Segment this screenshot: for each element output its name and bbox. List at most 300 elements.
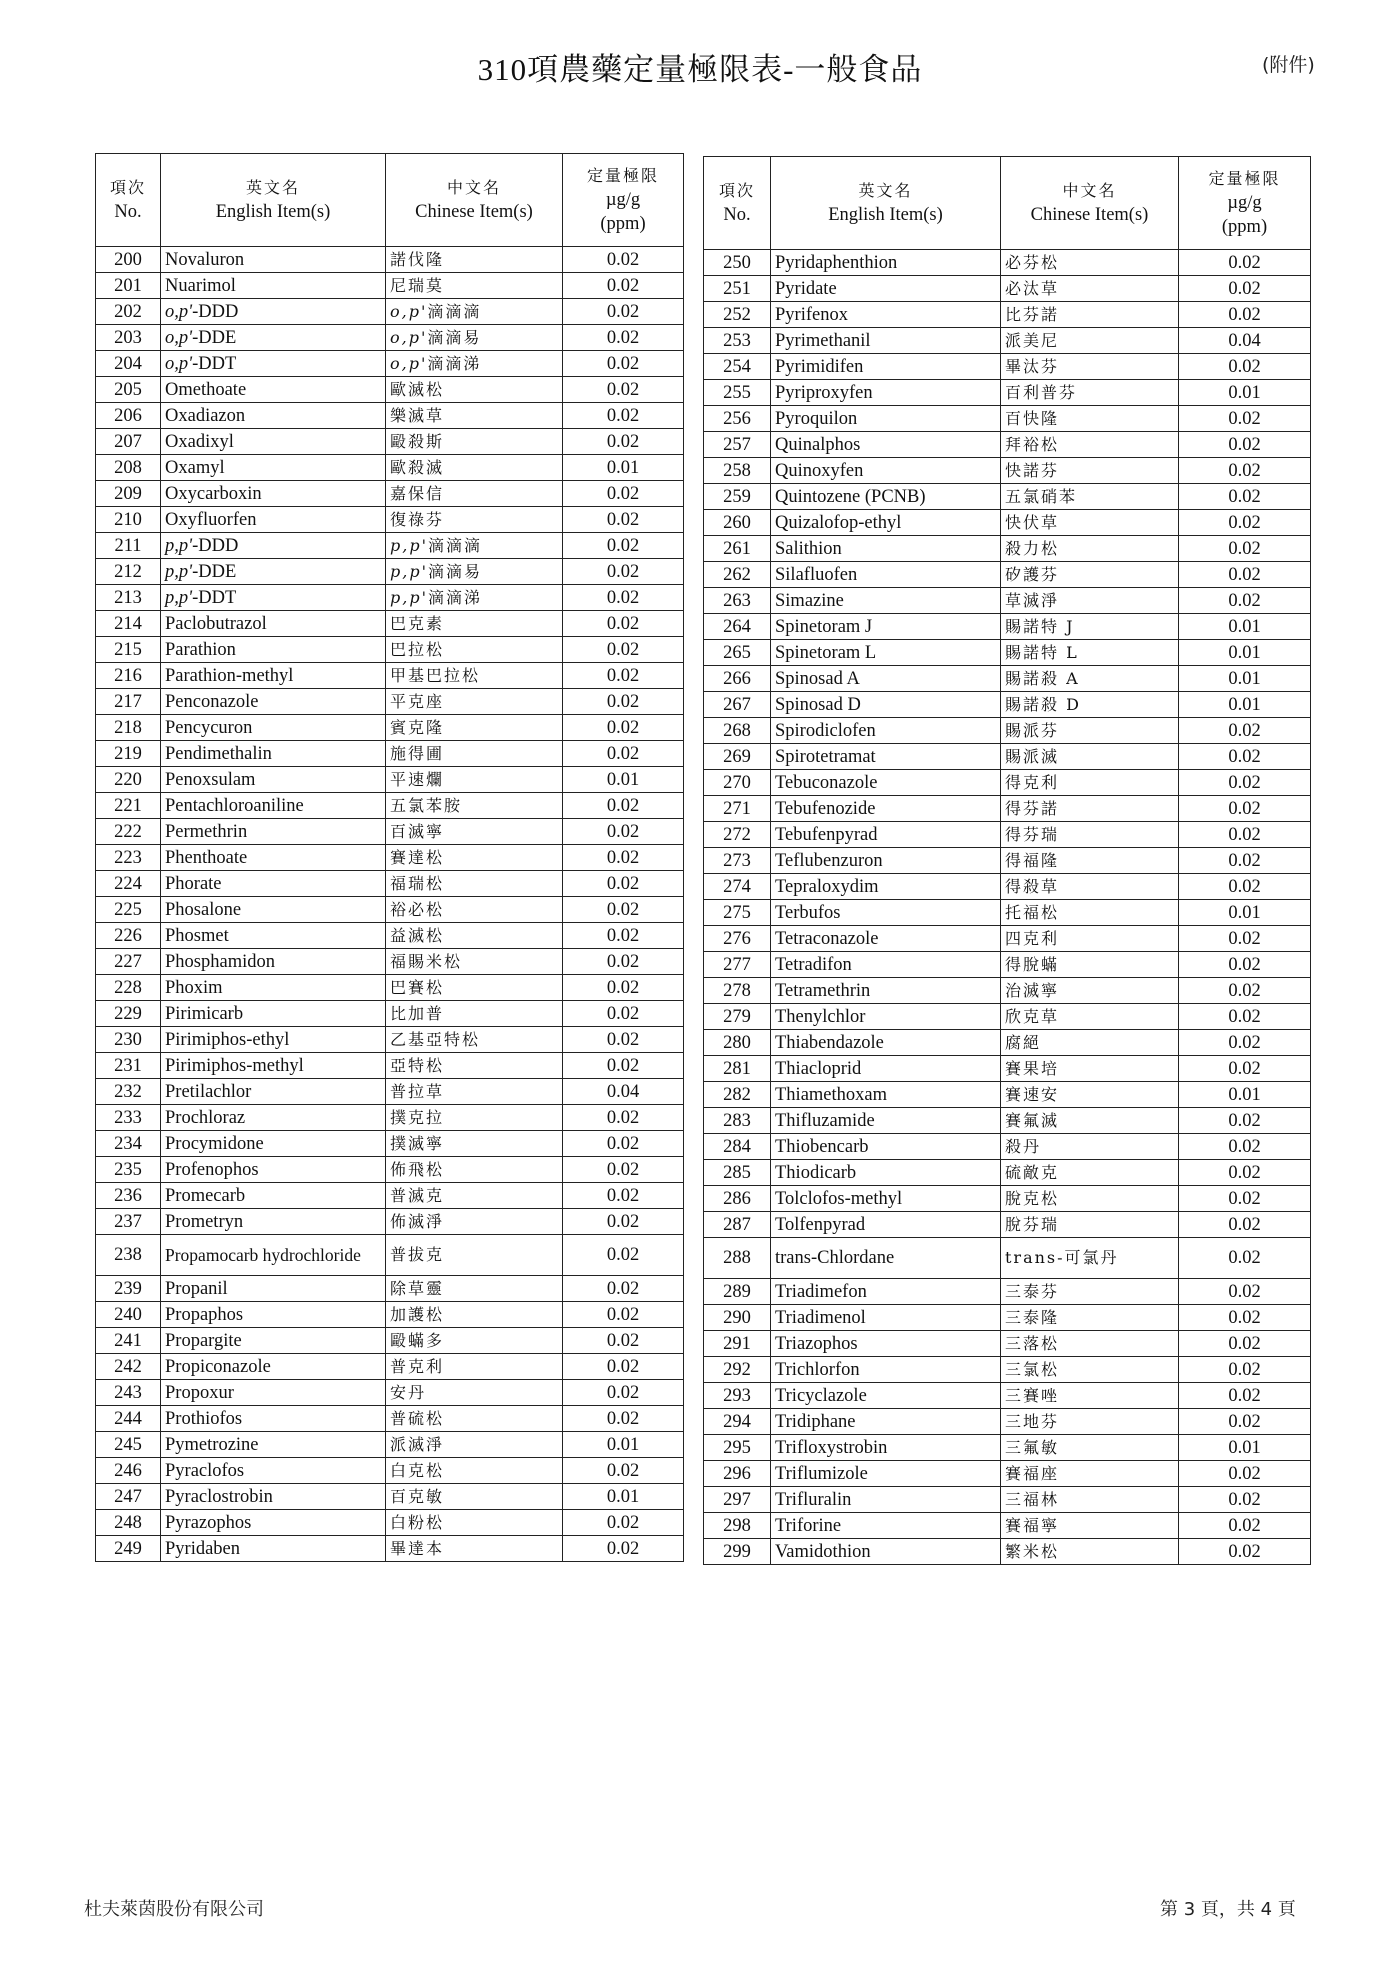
cell-chinese-name: 脫克松 bbox=[1001, 1186, 1179, 1212]
cell-loq-value: 0.02 bbox=[563, 1380, 684, 1406]
cell-chinese-name: 三氟敏 bbox=[1001, 1435, 1179, 1461]
cell-loq-value: 0.02 bbox=[563, 1027, 684, 1053]
cell-no: 214 bbox=[96, 611, 161, 637]
cell-chinese-name: 普克利 bbox=[386, 1354, 563, 1380]
cell-no: 245 bbox=[96, 1432, 161, 1458]
cell-english-name: Spirotetramat bbox=[771, 744, 1001, 770]
cell-chinese-name: 巴賽松 bbox=[386, 975, 563, 1001]
cell-no: 253 bbox=[704, 328, 771, 354]
cell-chinese-name: 腐絕 bbox=[1001, 1030, 1179, 1056]
cell-no: 265 bbox=[704, 640, 771, 666]
annex-label: (附件) bbox=[1262, 54, 1315, 76]
cell-english-name: Spinetoram L bbox=[771, 640, 1001, 666]
cell-loq-value: 0.01 bbox=[563, 767, 684, 793]
cell-english-name: Thiacloprid bbox=[771, 1056, 1001, 1082]
cell-no: 257 bbox=[704, 432, 771, 458]
cell-no: 278 bbox=[704, 978, 771, 1004]
cell-chinese-name: 得克利 bbox=[1001, 770, 1179, 796]
cell-english-name: Quinoxyfen bbox=[771, 458, 1001, 484]
cell-chinese-name: 賽氟滅 bbox=[1001, 1108, 1179, 1134]
cell-loq-value: 0.02 bbox=[1179, 952, 1311, 978]
cell-no: 233 bbox=[96, 1105, 161, 1131]
cell-english-name: Phorate bbox=[161, 871, 386, 897]
cell-no: 280 bbox=[704, 1030, 771, 1056]
loq-table-right bbox=[703, 156, 1311, 1565]
cell-english-name: Spinetoram J bbox=[771, 614, 1001, 640]
table-row bbox=[704, 354, 1311, 380]
cell-english-name: Quintozene (PCNB) bbox=[771, 484, 1001, 510]
cell-english-name: Oxadixyl bbox=[161, 429, 386, 455]
cell-english-name: o,p'-DDD bbox=[161, 299, 386, 325]
cell-english-name: Phosalone bbox=[161, 897, 386, 923]
table-row bbox=[96, 845, 684, 871]
cell-chinese-name: 毆殺斯 bbox=[386, 429, 563, 455]
table-row bbox=[704, 276, 1311, 302]
cell-chinese-name: 脫芬瑞 bbox=[1001, 1212, 1179, 1238]
cell-english-name: Terbufos bbox=[771, 900, 1001, 926]
cell-loq-value: 0.02 bbox=[563, 1001, 684, 1027]
cell-chinese-name: 嘉保信 bbox=[386, 481, 563, 507]
table-row bbox=[704, 1513, 1311, 1539]
cell-no: 224 bbox=[96, 871, 161, 897]
cell-chinese-name: 三福林 bbox=[1001, 1487, 1179, 1513]
table-row bbox=[704, 302, 1311, 328]
table-row bbox=[96, 741, 684, 767]
cell-no: 263 bbox=[704, 588, 771, 614]
cell-chinese-name: 撲克拉 bbox=[386, 1105, 563, 1131]
cell-chinese-name: 繁米松 bbox=[1001, 1539, 1179, 1565]
cell-english-name: Pyridaphenthion bbox=[771, 250, 1001, 276]
cell-no: 283 bbox=[704, 1108, 771, 1134]
cell-chinese-name: 三地芬 bbox=[1001, 1409, 1179, 1435]
company-name: 杜夫萊茵股份有限公司 bbox=[84, 1899, 264, 1920]
cell-loq-value: 0.02 bbox=[1179, 718, 1311, 744]
cell-loq-value: 0.02 bbox=[1179, 1279, 1311, 1305]
cell-english-name: Permethrin bbox=[161, 819, 386, 845]
cell-loq-value: 0.04 bbox=[1179, 328, 1311, 354]
cell-english-name: Tetramethrin bbox=[771, 978, 1001, 1004]
cell-loq-value: 0.02 bbox=[1179, 848, 1311, 874]
cell-no: 292 bbox=[704, 1357, 771, 1383]
cell-no: 273 bbox=[704, 848, 771, 874]
cell-no: 298 bbox=[704, 1513, 771, 1539]
cell-english-name: Pyrimidifen bbox=[771, 354, 1001, 380]
cell-english-name: Pirimiphos-methyl bbox=[161, 1053, 386, 1079]
cell-loq-value: 0.02 bbox=[563, 1209, 684, 1235]
cell-chinese-name: 比加普 bbox=[386, 1001, 563, 1027]
table-row bbox=[96, 871, 684, 897]
cell-english-name: Spinosad A bbox=[771, 666, 1001, 692]
table-row bbox=[96, 559, 684, 585]
cell-chinese-name: 巴拉松 bbox=[386, 637, 563, 663]
cell-english-name: Tebuconazole bbox=[771, 770, 1001, 796]
cell-loq-value: 0.02 bbox=[563, 741, 684, 767]
cell-chinese-name: 殺力松 bbox=[1001, 536, 1179, 562]
cell-chinese-name: 賜諾特 L bbox=[1001, 640, 1179, 666]
cell-chinese-name: 安丹 bbox=[386, 1380, 563, 1406]
cell-chinese-name: 拜裕松 bbox=[1001, 432, 1179, 458]
cell-english-name: Pyridate bbox=[771, 276, 1001, 302]
cell-english-name: Quinalphos bbox=[771, 432, 1001, 458]
table-row bbox=[704, 380, 1311, 406]
cell-chinese-name: p,p'滴滴涕 bbox=[386, 585, 563, 611]
cell-chinese-name: 殺丹 bbox=[1001, 1134, 1179, 1160]
cell-no: 264 bbox=[704, 614, 771, 640]
table-row bbox=[704, 1331, 1311, 1357]
cell-no: 290 bbox=[704, 1305, 771, 1331]
cell-loq-value: 0.02 bbox=[563, 637, 684, 663]
cell-no: 211 bbox=[96, 533, 161, 559]
table-row bbox=[96, 689, 684, 715]
cell-loq-value: 0.02 bbox=[1179, 1134, 1311, 1160]
cell-chinese-name: 派美尼 bbox=[1001, 328, 1179, 354]
cell-no: 247 bbox=[96, 1484, 161, 1510]
table-row bbox=[96, 1302, 684, 1328]
cell-chinese-name: 得殺草 bbox=[1001, 874, 1179, 900]
table-row bbox=[704, 588, 1311, 614]
header-loq: 定量極限 µg/g (ppm) bbox=[1179, 157, 1311, 250]
cell-loq-value: 0.02 bbox=[563, 949, 684, 975]
cell-chinese-name: 白粉松 bbox=[386, 1510, 563, 1536]
cell-chinese-name: 尼瑞莫 bbox=[386, 273, 563, 299]
cell-loq-value: 0.02 bbox=[563, 1053, 684, 1079]
cell-loq-value: 0.01 bbox=[1179, 614, 1311, 640]
cell-loq-value: 0.02 bbox=[1179, 1461, 1311, 1487]
cell-chinese-name: 賜派芬 bbox=[1001, 718, 1179, 744]
table-row bbox=[96, 377, 684, 403]
cell-loq-value: 0.02 bbox=[563, 1157, 684, 1183]
cell-english-name: Pentachloroaniline bbox=[161, 793, 386, 819]
cell-loq-value: 0.01 bbox=[1179, 380, 1311, 406]
cell-chinese-name: 巴克素 bbox=[386, 611, 563, 637]
cell-loq-value: 0.02 bbox=[1179, 1305, 1311, 1331]
cell-no: 223 bbox=[96, 845, 161, 871]
cell-english-name: Prometryn bbox=[161, 1209, 386, 1235]
cell-loq-value: 0.01 bbox=[563, 1484, 684, 1510]
cell-english-name: p,p'-DDT bbox=[161, 585, 386, 611]
cell-english-name: Thenylchlor bbox=[771, 1004, 1001, 1030]
table-row bbox=[704, 458, 1311, 484]
cell-no: 201 bbox=[96, 273, 161, 299]
cell-loq-value: 0.02 bbox=[563, 871, 684, 897]
cell-chinese-name: 草滅淨 bbox=[1001, 588, 1179, 614]
cell-no: 276 bbox=[704, 926, 771, 952]
cell-english-name: Pendimethalin bbox=[161, 741, 386, 767]
cell-loq-value: 0.01 bbox=[1179, 1435, 1311, 1461]
cell-loq-value: 0.02 bbox=[563, 403, 684, 429]
cell-chinese-name: o,p'滴滴滴 bbox=[386, 299, 563, 325]
table-row bbox=[96, 1380, 684, 1406]
cell-english-name: Phenthoate bbox=[161, 845, 386, 871]
cell-english-name: Teflubenzuron bbox=[771, 848, 1001, 874]
table-row bbox=[96, 949, 684, 975]
cell-chinese-name: 硫敵克 bbox=[1001, 1160, 1179, 1186]
table-row bbox=[704, 1030, 1311, 1056]
cell-english-name: Penoxsulam bbox=[161, 767, 386, 793]
cell-no: 274 bbox=[704, 874, 771, 900]
table-row bbox=[96, 299, 684, 325]
table-row bbox=[704, 1004, 1311, 1030]
cell-no: 230 bbox=[96, 1027, 161, 1053]
cell-english-name: Tricyclazole bbox=[771, 1383, 1001, 1409]
cell-chinese-name: 甲基巴拉松 bbox=[386, 663, 563, 689]
cell-no: 277 bbox=[704, 952, 771, 978]
cell-no: 231 bbox=[96, 1053, 161, 1079]
cell-chinese-name: 復祿芬 bbox=[386, 507, 563, 533]
table-row bbox=[704, 1539, 1311, 1565]
cell-chinese-name: 賽福座 bbox=[1001, 1461, 1179, 1487]
cell-no: 242 bbox=[96, 1354, 161, 1380]
header-no: 項次 No. bbox=[96, 154, 161, 247]
cell-loq-value: 0.02 bbox=[563, 793, 684, 819]
table-row bbox=[96, 507, 684, 533]
cell-loq-value: 0.02 bbox=[1179, 1357, 1311, 1383]
table-row bbox=[96, 1027, 684, 1053]
cell-no: 260 bbox=[704, 510, 771, 536]
cell-loq-value: 0.02 bbox=[563, 299, 684, 325]
cell-chinese-name: 賜諾殺 A bbox=[1001, 666, 1179, 692]
cell-no: 226 bbox=[96, 923, 161, 949]
table-row bbox=[704, 744, 1311, 770]
cell-loq-value: 0.02 bbox=[563, 481, 684, 507]
table-row bbox=[704, 510, 1311, 536]
cell-english-name: Pymetrozine bbox=[161, 1432, 386, 1458]
cell-loq-value: 0.02 bbox=[563, 533, 684, 559]
cell-no: 285 bbox=[704, 1160, 771, 1186]
cell-english-name: Pirimiphos-ethyl bbox=[161, 1027, 386, 1053]
cell-chinese-name: 賽福寧 bbox=[1001, 1513, 1179, 1539]
cell-english-name: Silafluofen bbox=[771, 562, 1001, 588]
cell-chinese-name: 得芬諾 bbox=[1001, 796, 1179, 822]
cell-english-name: Simazine bbox=[771, 588, 1001, 614]
cell-no: 258 bbox=[704, 458, 771, 484]
cell-no: 219 bbox=[96, 741, 161, 767]
cell-no: 271 bbox=[704, 796, 771, 822]
cell-chinese-name: 福賜米松 bbox=[386, 949, 563, 975]
cell-loq-value: 0.02 bbox=[1179, 1383, 1311, 1409]
table-row bbox=[96, 247, 684, 273]
cell-chinese-name: 三落松 bbox=[1001, 1331, 1179, 1357]
cell-chinese-name: 除草靈 bbox=[386, 1276, 563, 1302]
cell-no: 217 bbox=[96, 689, 161, 715]
cell-loq-value: 0.02 bbox=[1179, 770, 1311, 796]
cell-no: 232 bbox=[96, 1079, 161, 1105]
table-row bbox=[704, 1056, 1311, 1082]
cell-chinese-name: 白克松 bbox=[386, 1458, 563, 1484]
cell-no: 296 bbox=[704, 1461, 771, 1487]
cell-loq-value: 0.02 bbox=[1179, 458, 1311, 484]
cell-no: 236 bbox=[96, 1183, 161, 1209]
cell-loq-value: 0.02 bbox=[1179, 796, 1311, 822]
table-row bbox=[704, 926, 1311, 952]
cell-no: 227 bbox=[96, 949, 161, 975]
cell-english-name: Penconazole bbox=[161, 689, 386, 715]
loq-table-left bbox=[95, 153, 684, 1562]
cell-english-name: Pretilachlor bbox=[161, 1079, 386, 1105]
cell-english-name: Phoxim bbox=[161, 975, 386, 1001]
cell-loq-value: 0.02 bbox=[1179, 510, 1311, 536]
table-row bbox=[96, 325, 684, 351]
table-row bbox=[96, 1157, 684, 1183]
table-row bbox=[96, 1484, 684, 1510]
cell-english-name: Pyriproxyfen bbox=[771, 380, 1001, 406]
cell-no: 218 bbox=[96, 715, 161, 741]
table-row bbox=[704, 796, 1311, 822]
cell-english-name: Prochloraz bbox=[161, 1105, 386, 1131]
cell-no: 251 bbox=[704, 276, 771, 302]
cell-loq-value: 0.02 bbox=[1179, 1056, 1311, 1082]
cell-chinese-name: 賜派滅 bbox=[1001, 744, 1179, 770]
table-body-left bbox=[96, 247, 684, 1562]
cell-english-name: Propaphos bbox=[161, 1302, 386, 1328]
cell-loq-value: 0.01 bbox=[563, 455, 684, 481]
cell-loq-value: 0.02 bbox=[563, 247, 684, 273]
table-row bbox=[96, 1354, 684, 1380]
cell-english-name: Trifluralin bbox=[771, 1487, 1001, 1513]
cell-english-name: Novaluron bbox=[161, 247, 386, 273]
cell-english-name: Tetradifon bbox=[771, 952, 1001, 978]
cell-loq-value: 0.02 bbox=[563, 1131, 684, 1157]
table-row bbox=[704, 562, 1311, 588]
cell-no: 204 bbox=[96, 351, 161, 377]
cell-english-name: Pyrifenox bbox=[771, 302, 1001, 328]
table-row bbox=[704, 770, 1311, 796]
table-row bbox=[96, 1432, 684, 1458]
table-row bbox=[96, 455, 684, 481]
table-row bbox=[704, 1108, 1311, 1134]
table-row bbox=[96, 351, 684, 377]
cell-loq-value: 0.02 bbox=[1179, 432, 1311, 458]
cell-english-name: o,p'-DDE bbox=[161, 325, 386, 351]
cell-no: 259 bbox=[704, 484, 771, 510]
cell-english-name: Thifluzamide bbox=[771, 1108, 1001, 1134]
cell-no: 268 bbox=[704, 718, 771, 744]
table-row bbox=[96, 1105, 684, 1131]
table-row bbox=[704, 1212, 1311, 1238]
cell-no: 291 bbox=[704, 1331, 771, 1357]
cell-loq-value: 0.02 bbox=[563, 1183, 684, 1209]
cell-chinese-name: p,p'滴滴易 bbox=[386, 559, 563, 585]
cell-loq-value: 0.02 bbox=[563, 1302, 684, 1328]
cell-loq-value: 0.02 bbox=[1179, 744, 1311, 770]
cell-loq-value: 0.02 bbox=[1179, 874, 1311, 900]
header-english: 英文名 English Item(s) bbox=[771, 157, 1001, 250]
cell-chinese-name: 百克敏 bbox=[386, 1484, 563, 1510]
table-row bbox=[704, 1082, 1311, 1108]
cell-loq-value: 0.02 bbox=[1179, 1004, 1311, 1030]
cell-chinese-name: 平克座 bbox=[386, 689, 563, 715]
cell-loq-value: 0.02 bbox=[1179, 1160, 1311, 1186]
cell-english-name: Tetraconazole bbox=[771, 926, 1001, 952]
cell-no: 244 bbox=[96, 1406, 161, 1432]
cell-english-name: Propamocarb hydrochloride bbox=[161, 1235, 386, 1276]
cell-no: 287 bbox=[704, 1212, 771, 1238]
cell-chinese-name: 賓克隆 bbox=[386, 715, 563, 741]
table-row bbox=[96, 793, 684, 819]
cell-loq-value: 0.02 bbox=[563, 1328, 684, 1354]
cell-english-name: Propanil bbox=[161, 1276, 386, 1302]
cell-chinese-name: 歐殺滅 bbox=[386, 455, 563, 481]
cell-english-name: Phosmet bbox=[161, 923, 386, 949]
page-title: 310項農藥定量極限表-一般食品 bbox=[477, 52, 923, 87]
cell-english-name: Pencycuron bbox=[161, 715, 386, 741]
cell-loq-value: 0.02 bbox=[1179, 588, 1311, 614]
cell-no: 256 bbox=[704, 406, 771, 432]
cell-chinese-name: 必芬松 bbox=[1001, 250, 1179, 276]
cell-english-name: Phosphamidon bbox=[161, 949, 386, 975]
table-row bbox=[96, 1079, 684, 1105]
cell-chinese-name: 快諾芬 bbox=[1001, 458, 1179, 484]
header-english: 英文名 English Item(s) bbox=[161, 154, 386, 247]
cell-chinese-name: 必汰草 bbox=[1001, 276, 1179, 302]
cell-chinese-name: 撲滅寧 bbox=[386, 1131, 563, 1157]
cell-chinese-name: 比芬諾 bbox=[1001, 302, 1179, 328]
cell-loq-value: 0.02 bbox=[1179, 1238, 1311, 1279]
cell-loq-value: 0.02 bbox=[563, 611, 684, 637]
table-row bbox=[96, 1235, 684, 1276]
cell-loq-value: 0.02 bbox=[563, 325, 684, 351]
table-row bbox=[704, 250, 1311, 276]
cell-english-name: Promecarb bbox=[161, 1183, 386, 1209]
table-row bbox=[704, 1134, 1311, 1160]
cell-no: 272 bbox=[704, 822, 771, 848]
cell-no: 221 bbox=[96, 793, 161, 819]
cell-loq-value: 0.02 bbox=[563, 351, 684, 377]
cell-english-name: Trifloxystrobin bbox=[771, 1435, 1001, 1461]
cell-no: 205 bbox=[96, 377, 161, 403]
table-row bbox=[96, 923, 684, 949]
header-no: 項次 No. bbox=[704, 157, 771, 250]
table-row bbox=[96, 611, 684, 637]
cell-loq-value: 0.02 bbox=[563, 1458, 684, 1484]
cell-no: 240 bbox=[96, 1302, 161, 1328]
cell-english-name: Parathion bbox=[161, 637, 386, 663]
table-row bbox=[704, 1461, 1311, 1487]
cell-no: 249 bbox=[96, 1536, 161, 1562]
table-row bbox=[704, 1435, 1311, 1461]
cell-no: 281 bbox=[704, 1056, 771, 1082]
cell-no: 229 bbox=[96, 1001, 161, 1027]
cell-no: 267 bbox=[704, 692, 771, 718]
cell-no: 248 bbox=[96, 1510, 161, 1536]
table-row bbox=[96, 403, 684, 429]
cell-loq-value: 0.02 bbox=[563, 1406, 684, 1432]
cell-chinese-name: 賽達松 bbox=[386, 845, 563, 871]
cell-loq-value: 0.02 bbox=[563, 715, 684, 741]
table-header-row bbox=[96, 154, 684, 247]
cell-chinese-name: trans-可氯丹 bbox=[1001, 1238, 1179, 1279]
cell-no: 234 bbox=[96, 1131, 161, 1157]
table-row bbox=[704, 406, 1311, 432]
cell-loq-value: 0.02 bbox=[1179, 250, 1311, 276]
cell-no: 200 bbox=[96, 247, 161, 273]
cell-no: 207 bbox=[96, 429, 161, 455]
cell-loq-value: 0.02 bbox=[563, 507, 684, 533]
cell-chinese-name: 四克利 bbox=[1001, 926, 1179, 952]
cell-no: 299 bbox=[704, 1539, 771, 1565]
cell-no: 210 bbox=[96, 507, 161, 533]
cell-no: 220 bbox=[96, 767, 161, 793]
cell-chinese-name: o,p'滴滴涕 bbox=[386, 351, 563, 377]
cell-no: 241 bbox=[96, 1328, 161, 1354]
header-chinese: 中文名 Chinese Item(s) bbox=[1001, 157, 1179, 250]
table-row bbox=[704, 1186, 1311, 1212]
cell-chinese-name: 佈飛松 bbox=[386, 1157, 563, 1183]
cell-chinese-name: 矽護芬 bbox=[1001, 562, 1179, 588]
cell-no: 255 bbox=[704, 380, 771, 406]
cell-chinese-name: 施得圃 bbox=[386, 741, 563, 767]
cell-english-name: Propiconazole bbox=[161, 1354, 386, 1380]
